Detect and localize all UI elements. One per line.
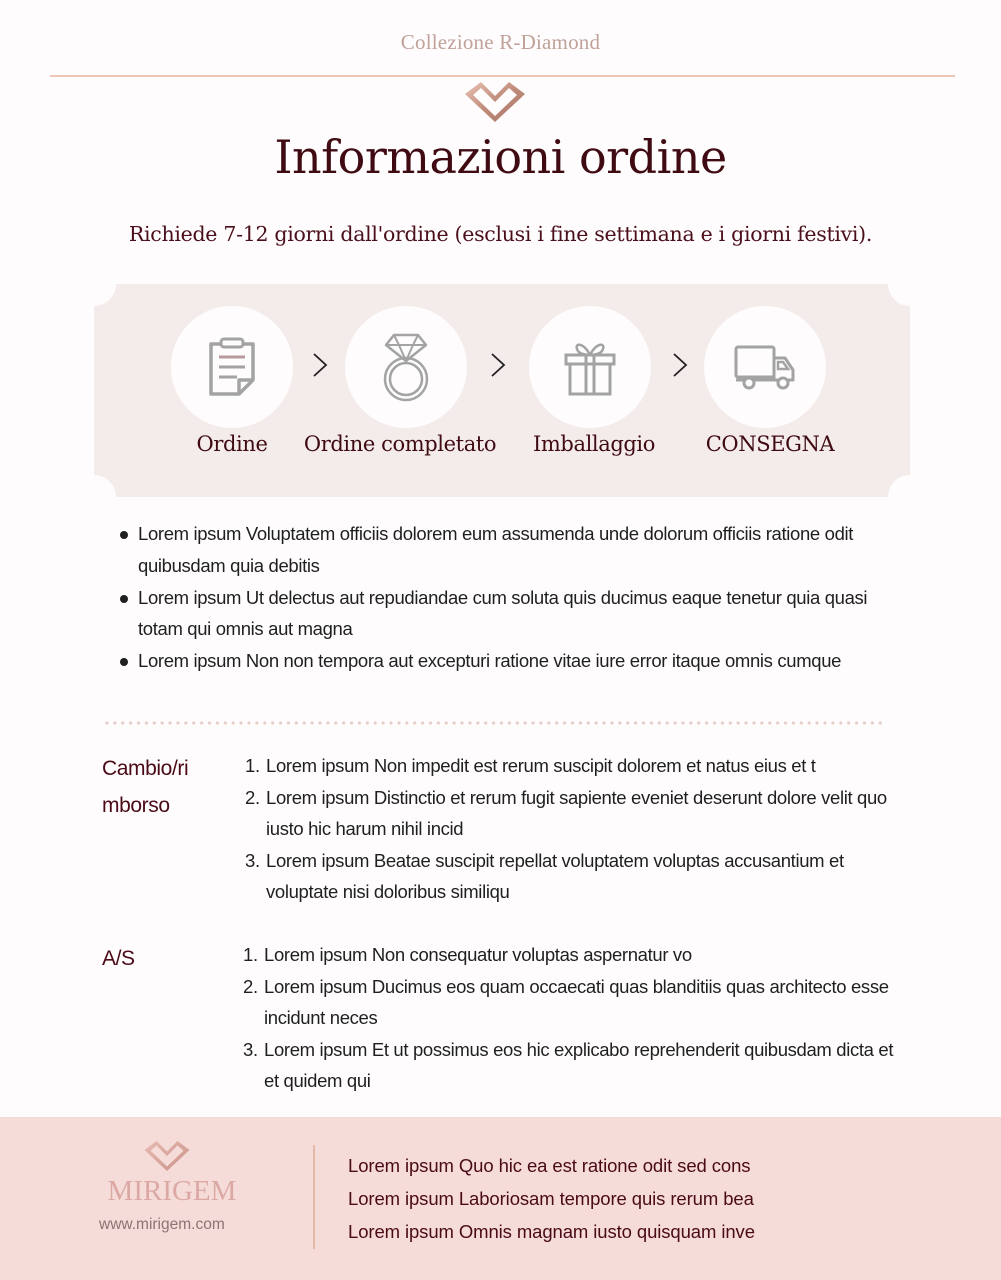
step-label: CONSEGNA [705, 432, 835, 456]
panel-notch [72, 475, 116, 519]
panel-notch [888, 262, 932, 306]
chevron-right-icon [670, 350, 690, 380]
footer-line: Lorem ipsum Omnis magnam iusto quisquam inve [348, 1221, 755, 1242]
ring-icon [380, 331, 432, 403]
section-title-cambio-rimborso: Cambio/rimborso [102, 757, 189, 817]
item-number: 1. [243, 944, 258, 965]
list-item [243, 939, 903, 971]
list-item [245, 782, 905, 845]
panel-notch [888, 475, 932, 519]
brand-name: MIRIGEM [107, 1175, 237, 1207]
clipboard-icon [207, 336, 257, 398]
website-link[interactable]: www.mirigem.com [99, 1216, 225, 1233]
delivery-time-note: Richiede 7-12 giorni dall'ordine (esclusi i fine settimana e i giorni festivi). [128, 222, 873, 246]
item-text: Lorem ipsum Ducimus eos quam occaecati quas blanditiis quas architecto esse incidunt neces [264, 975, 889, 1028]
panel-notch [72, 262, 116, 306]
item-text: Lorem ipsum Distinctio et rerum fugit sapiente eveniet deserunt dolore velit quo iusto hic harum nihil incid [266, 786, 887, 839]
list-item: Lorem ipsum Ut delectus aut repudiandae cum soluta quis ducimus eaque tenetur quia quasi totam qui omnis aut magna [116, 582, 876, 646]
step-label: Ordine completato [303, 432, 497, 456]
footer-info-list [348, 1149, 755, 1248]
as-list [243, 939, 903, 1097]
gift-icon [563, 337, 617, 397]
step-consegna [704, 306, 826, 428]
footer-line: Lorem ipsum Laboriosam tempore quis rerum bea [348, 1188, 754, 1209]
section-title-as: A/S [102, 947, 135, 970]
step-label: Imballaggio [533, 432, 655, 456]
step-ordine [171, 306, 293, 428]
chevron-right-icon [488, 350, 508, 380]
step-imballaggio [529, 306, 651, 428]
step-ordine-completato [345, 306, 467, 428]
dotted-divider [103, 720, 883, 726]
item-number: 2. [245, 786, 260, 808]
item-number: 3. [245, 849, 260, 871]
list-item [243, 1034, 903, 1097]
footer [0, 1117, 1001, 1280]
item-number: 2. [243, 975, 258, 997]
list-item: Lorem ipsum Non non tempora aut excepturi ratione vitae iure error itaque omnis cumque [116, 645, 876, 677]
list-item [245, 750, 905, 782]
step-label: Ordine [196, 432, 268, 456]
diamond-logo-icon [143, 1139, 191, 1173]
cambio-rimborso-list [245, 750, 905, 908]
notes-list [116, 518, 876, 677]
chevron-right-icon [310, 350, 330, 380]
footer-divider [313, 1145, 315, 1249]
item-text: Lorem ipsum Non impedit est rerum suscipit dolorem et natus eius et t [266, 755, 816, 776]
diamond-logo-icon [463, 80, 527, 124]
order-steps-panel [94, 284, 910, 497]
item-text: Lorem ipsum Non consequatur voluptas aspernatur vo [264, 944, 692, 965]
item-text: Lorem ipsum Beatae suscipit repellat voluptatem voluptas accusantium et voluptate nisi doloribus similiqu [266, 849, 844, 902]
list-item [245, 845, 905, 908]
item-number: 3. [243, 1038, 258, 1060]
item-number: 1. [245, 755, 260, 776]
header-divider [50, 75, 955, 77]
footer-line: Lorem ipsum Quo hic ea est ratione odit sed cons [348, 1155, 751, 1176]
truck-icon [733, 344, 797, 390]
item-text: Lorem ipsum Et ut possimus eos hic explicabo reprehenderit quibusdam dicta et et quidem qui [264, 1038, 894, 1091]
list-item: Lorem ipsum Voluptatem officiis dolorem eum assumenda unde dolorum officiis ratione odit quibusdam quia debitis [116, 518, 876, 582]
list-item [243, 971, 903, 1034]
page-title: Informazioni ordine [274, 130, 727, 184]
collection-name: Collezione R-Diamond [400, 30, 601, 54]
